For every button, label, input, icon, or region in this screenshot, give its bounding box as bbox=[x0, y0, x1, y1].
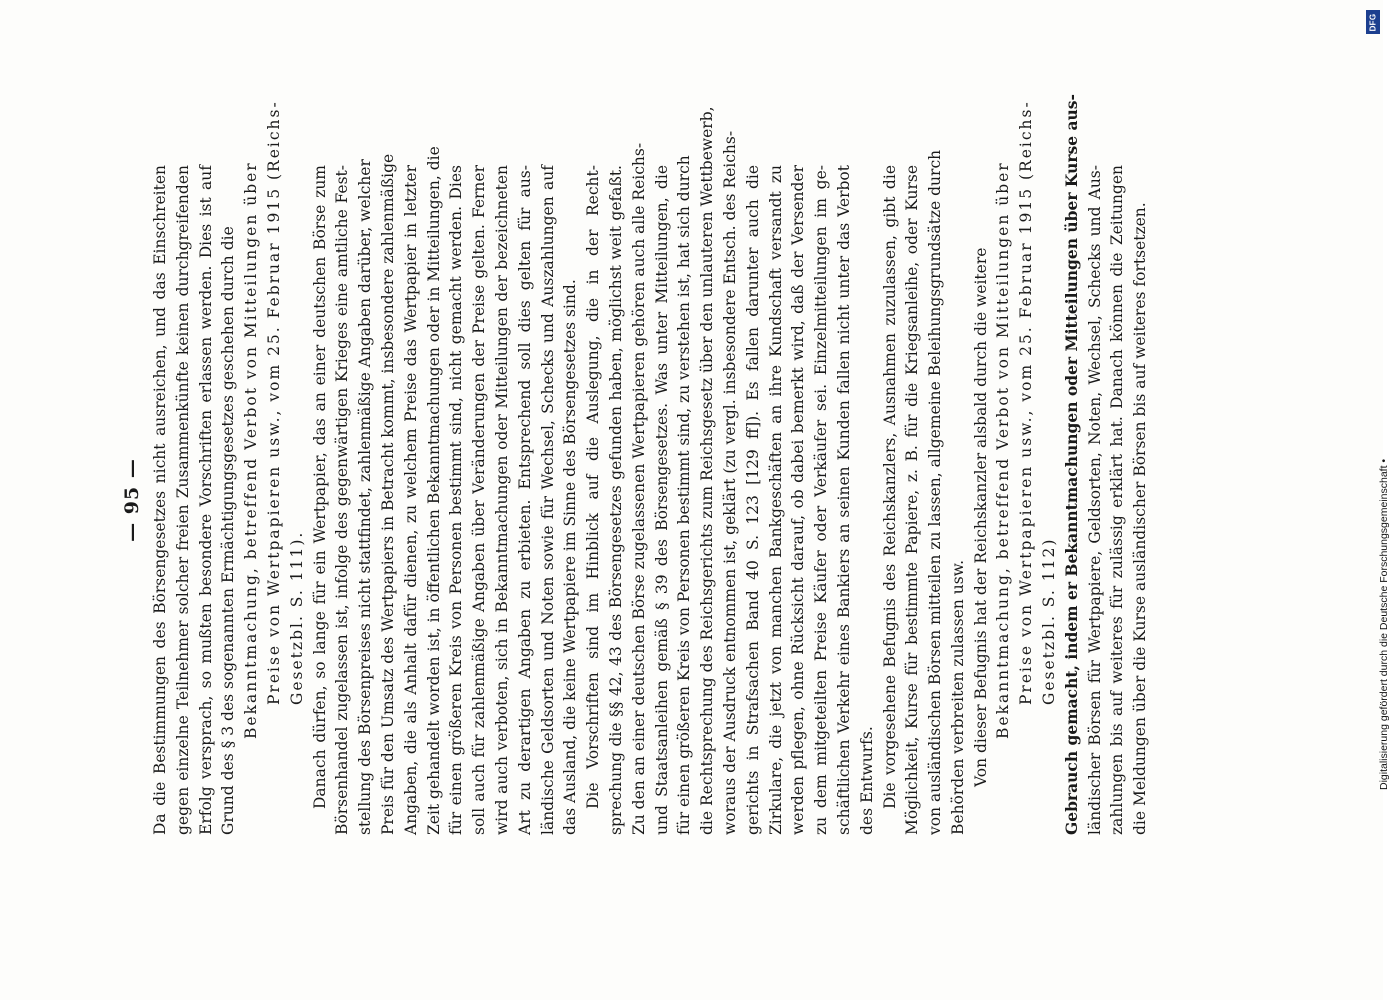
text-line: Art zu derartigen Angaben zu erbieten. Entsprechend soll dies gelten für aus- bbox=[515, 165, 534, 835]
text-line: Zirkulare, die jetzt von manchen Bankgeschäften an ihre Kundschaft versandt zu bbox=[766, 165, 785, 835]
text-line: Börsenhandel zugelassen ist, infolge des gegenwärtigen Krieges eine amtliche Fest- bbox=[333, 165, 352, 835]
text-line: Die vorgesehene Befugnis des Reichskanzlers, Ausnahmen zuzulassen, gibt die bbox=[880, 165, 899, 809]
page-number-header: — 95 — bbox=[121, 458, 143, 542]
text-line: Danach dürfen, so lange für ein Wertpapier, das an einer deutschen Börse zum bbox=[310, 165, 329, 809]
text-line: Möglichkeit, Kurse für bestimmte Papiere, z. B. für die Kriegsanleihe, oder Kurse bbox=[903, 165, 922, 835]
text-line: werden pflegen, ohne Rücksicht darauf, ob dabei bemerkt wird, daß der Versender bbox=[789, 165, 808, 835]
text-line: von ausländischen Börsen mitteilen zu lassen, allgemeine Beleihungsgrundsätze durch bbox=[926, 149, 945, 835]
text-line: gerichts in Strafsachen Band 40 S. 123 [129 ff]). Es fallen darunter auch die bbox=[743, 165, 762, 835]
page-body bbox=[149, 94, 1152, 835]
text-line: zahlungen bis auf weiteres für zulässig erklärt hat. Danach können die Zeitungen bbox=[1108, 165, 1127, 835]
text-line: des Entwurfs. bbox=[857, 726, 876, 835]
text-line: Erfolg versprach, so mußten besondere Vorschriften erlassen werden. Dies ist auf bbox=[196, 165, 215, 835]
text-line: die Rechtsprechung des Reichsgerichts zum Reichsgesetz über den unlauteren Wettbewerb, bbox=[698, 106, 717, 835]
text-line: Zeit gehandelt worden ist, in öffentlichen Bekanntmachungen oder in Mitteilungen, die bbox=[424, 146, 443, 835]
text-line: Zu den an einer deutschen Börse zugelassenen Wertpapieren gehören auch alle Reichs- bbox=[629, 142, 648, 835]
digitization-credit: Digitalisierung gefördert durch die Deutsche Forschungsgemeinschaft • bbox=[1378, 458, 1390, 790]
text-line: ländische Geldsorten und Noten sowie für Wechsel, Schecks und Auszahlungen auf bbox=[538, 165, 557, 835]
text-line: Gebrauch gemacht, indem er Bekanntmachungen oder Mitteilungen über Kurse aus- bbox=[1061, 94, 1081, 835]
text-line: Von dieser Befugnis hat der Reichskanzler alsbald durch die weitere bbox=[971, 247, 990, 787]
dfg-logo-text: DFG bbox=[1368, 13, 1378, 31]
text-line: und Staatsanleihen gemäß § 39 des Börsengesetzes. Was unter Mitteilungen, die bbox=[652, 165, 671, 835]
text-line: Preise von Wertpapieren usw., vom 25. Februar 1915 (Reichs- bbox=[264, 100, 283, 705]
text-line: Gesetzbl. S. 111). bbox=[287, 530, 306, 705]
text-line: Angaben, die als Anhalt dafür dienen, zu welchem Preise das Wertpapier in letzter bbox=[401, 165, 420, 835]
text-line: wird auch verboten, sich in Bekanntmachungen oder Mitteilungen der bezeichneten bbox=[492, 165, 511, 835]
text-line: das Ausland, die keine Wertpapiere im Sinne des Börsengesetzes sind. bbox=[561, 279, 580, 835]
text-line: Behörden verbreiten zulassen usw. bbox=[948, 559, 967, 835]
text-line: sprechung die §§ 42, 43 des Börsengesetzes gefunden haben, möglichst weit gefaßt. bbox=[606, 165, 625, 835]
text-line: gegen einzelne Teilnehmer solcher freien Zusammenkünfte keinen durchgreifenden bbox=[173, 165, 192, 835]
text-line: die Meldungen über die Kurse ausländischer Börsen bis auf weiteres fortsetzen. bbox=[1131, 202, 1150, 835]
text-line: Die Vorschriften sind im Hinblick auf die Auslegung, die in der Recht- bbox=[584, 165, 603, 809]
text-line: Bekanntmachung, betreffend Verbot von Mitteilungen über bbox=[994, 161, 1013, 739]
text-line: Preise von Wertpapieren usw., vom 25. Februar 1915 (Reichs- bbox=[1017, 100, 1036, 705]
text-line: zu dem mitgeteilten Preise Käufer oder Verkäufer sei. Einzelmitteilungen im ge- bbox=[812, 165, 831, 835]
rotated-text-page bbox=[115, 94, 1225, 835]
text-line: woraus der Ausdruck entnommen ist, geklärt (zu vergl. insbesondere Entsch. des Reichs- bbox=[720, 130, 739, 835]
text-line: Grund des § 3 des sogenannten Ermächtigungsgesetzes geschehen durch die bbox=[219, 226, 238, 835]
text-line: soll auch für zahlenmäßige Angaben über Veränderungen der Preise gelten. Ferner bbox=[470, 165, 489, 835]
text-line: Da die Bestimmungen des Börsengesetzes nicht ausreichen, und das Einschreiten bbox=[151, 165, 169, 835]
text-line: für einen größeren Kreis von Personen bestimmt sind, nicht gemacht werden. Dies bbox=[447, 165, 466, 835]
text-line: Bekanntmachung, betreffend Verbot von Mitteilungen über bbox=[242, 161, 261, 739]
text-line: stellung des Börsenpreises nicht stattfindet, zahlenmäßige Angaben darüber, welcher bbox=[356, 159, 375, 835]
text-line: Gesetzbl. S. 112) bbox=[1040, 537, 1059, 705]
text-line: schäftlichen Verkehr eines Bankiers an seinen Kunden fallen nicht unter das Verbot bbox=[834, 165, 853, 835]
text-line: für einen größeren Kreis von Personen bestimmt sind, zu verstehen ist, hat sich durch bbox=[675, 155, 694, 835]
text-line: ländischer Börsen für Wertpapiere, Geldsorten, Noten, Wechsel, Schecks und Aus- bbox=[1085, 165, 1104, 835]
dfg-logo bbox=[1366, 10, 1380, 34]
text-line: Preis für den Umsatz des Wertpapiers in Betracht kommt, insbesondere zahlenmäßige bbox=[378, 153, 397, 835]
